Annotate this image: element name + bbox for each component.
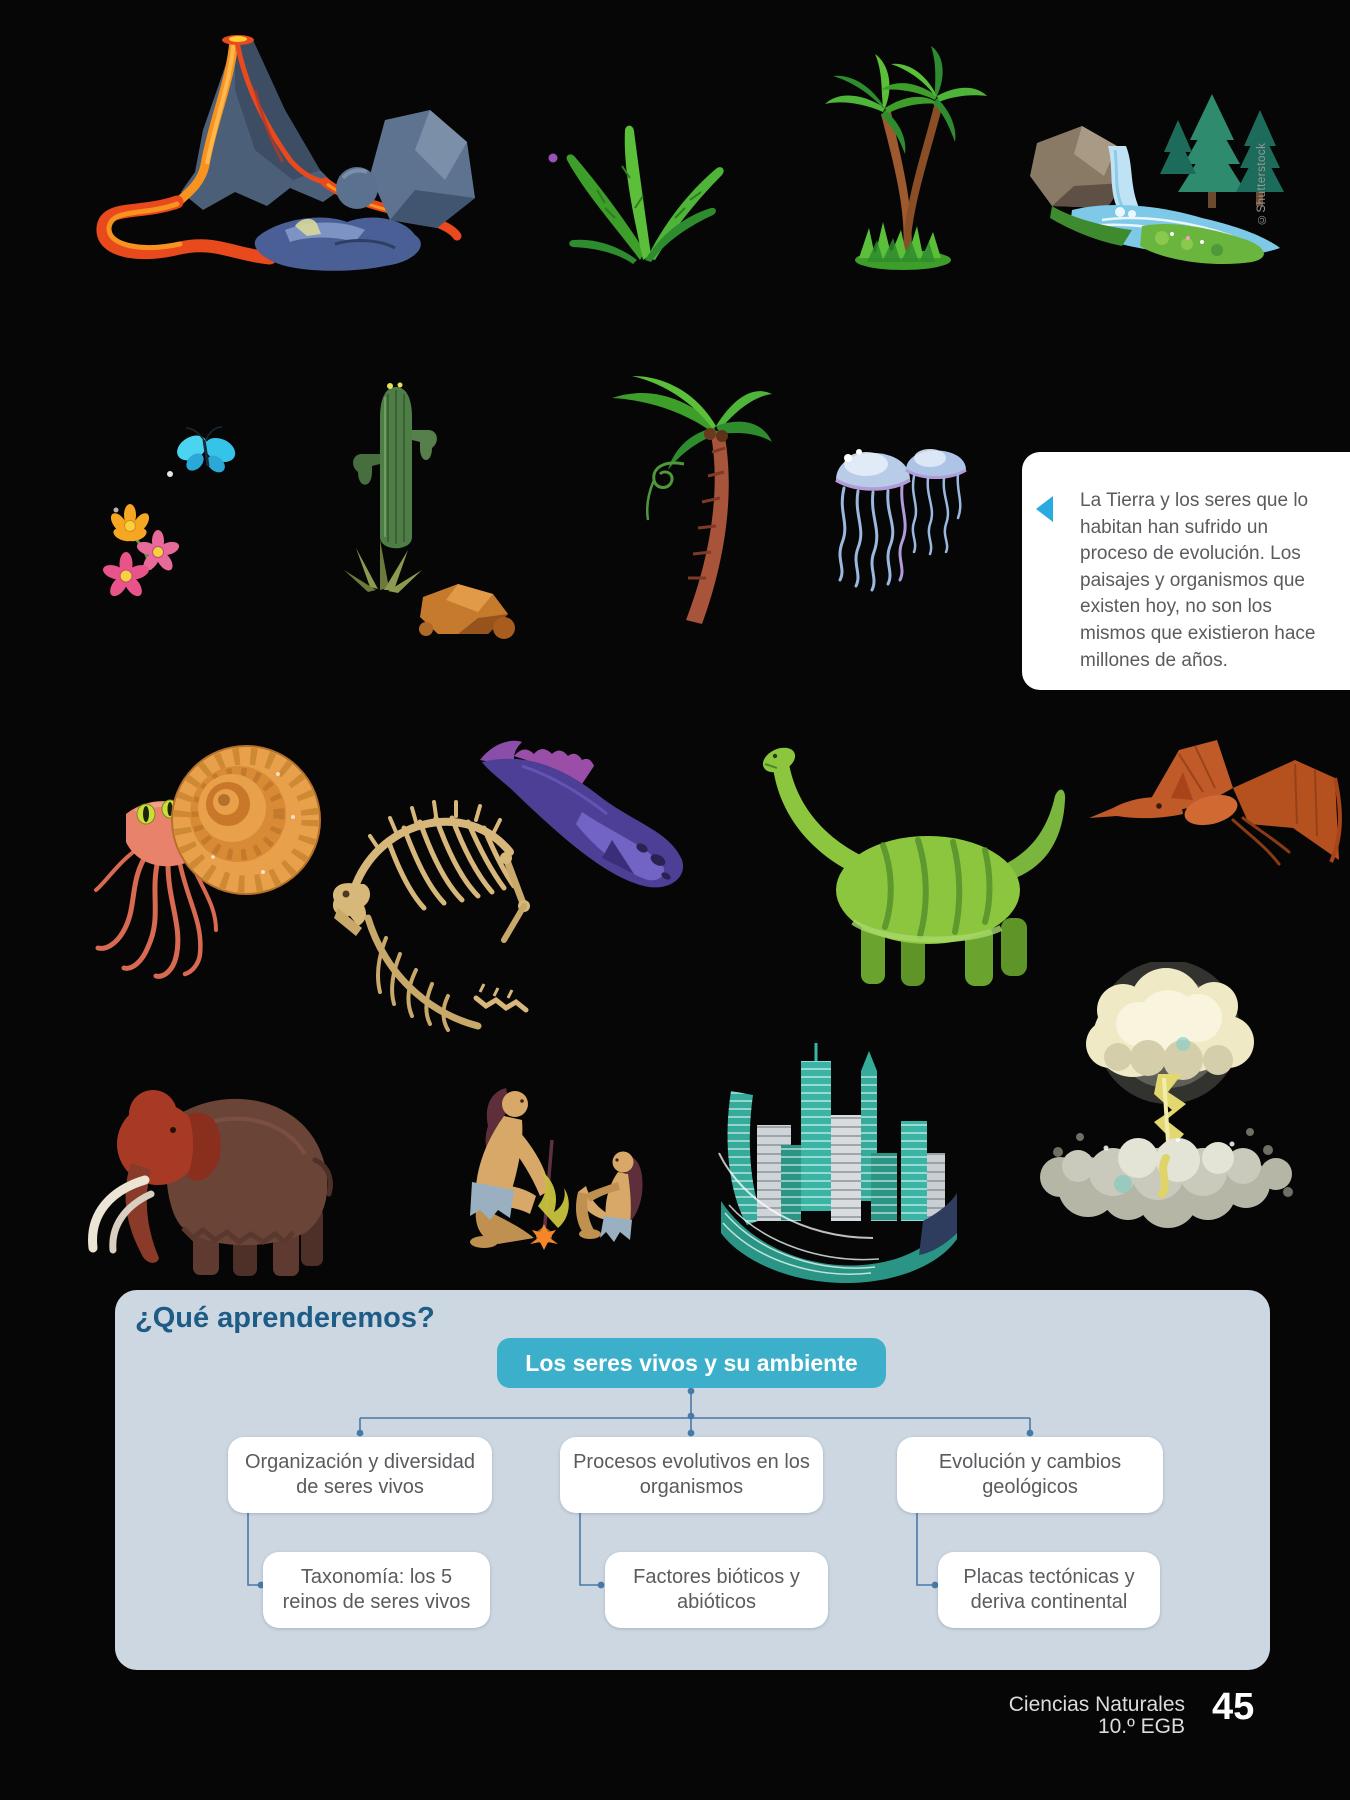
child-box-taxonomia: Taxonomía: los 5 reinos de seres vivos	[263, 1552, 490, 1628]
cactus-illustration	[328, 342, 528, 647]
callout-text: La Tierra y los seres que lo habitan han sufrido un proceso de evolución. Los paisajes y organismos que existen hoy, no son los mismos que existieron hace millones de años.	[1080, 490, 1316, 671]
early-humans-illustration	[418, 1078, 683, 1283]
futuristic-city-illustration	[713, 1033, 963, 1288]
pterosaur-illustration	[1083, 732, 1343, 957]
callout-arrow-icon	[1036, 496, 1053, 522]
panel-heading: ¿Qué aprenderemos?	[135, 1302, 435, 1334]
footer-text	[1009, 1694, 1185, 1738]
branch-box-procesos: Procesos evolutivos en los organismos	[560, 1437, 823, 1513]
nuclear-explosion-illustration	[1018, 962, 1308, 1257]
ferns-illustration	[545, 108, 740, 273]
sauropod-illustration	[733, 722, 1073, 997]
ammonite-illustration	[88, 722, 333, 997]
branch-box-evolucion: Evolución y cambios geológicos	[897, 1437, 1163, 1513]
waterfall-illustration	[1012, 88, 1292, 281]
child-box-factores: Factores bióticos y abióticos	[605, 1552, 828, 1628]
palm-tree-illustration	[588, 368, 773, 643]
flowers-butterfly-illustration	[92, 418, 277, 608]
branch-box-organizacion: Organización y diversidad de seres vivos	[228, 1437, 492, 1513]
palm-trees-illustration	[823, 42, 988, 277]
credit-shutterstock: ©Shutterstock	[1256, 142, 1268, 225]
callout-box	[1022, 452, 1350, 690]
concept-map-panel	[115, 1290, 1270, 1670]
footer-subject: Ciencias Naturales	[1008, 1693, 1185, 1716]
volcano-illustration	[85, 30, 480, 280]
primitive-fish-illustration	[462, 732, 702, 912]
footer-grade: 10.º EGB	[1097, 1715, 1185, 1739]
concept-root-box: Los seres vivos y su ambiente	[497, 1338, 886, 1388]
page-number: 45	[1212, 1686, 1255, 1728]
jellyfish-illustration	[818, 428, 968, 618]
mammoth-illustration	[83, 1068, 338, 1288]
child-box-placas: Placas tectónicas y deriva continental	[938, 1552, 1160, 1628]
